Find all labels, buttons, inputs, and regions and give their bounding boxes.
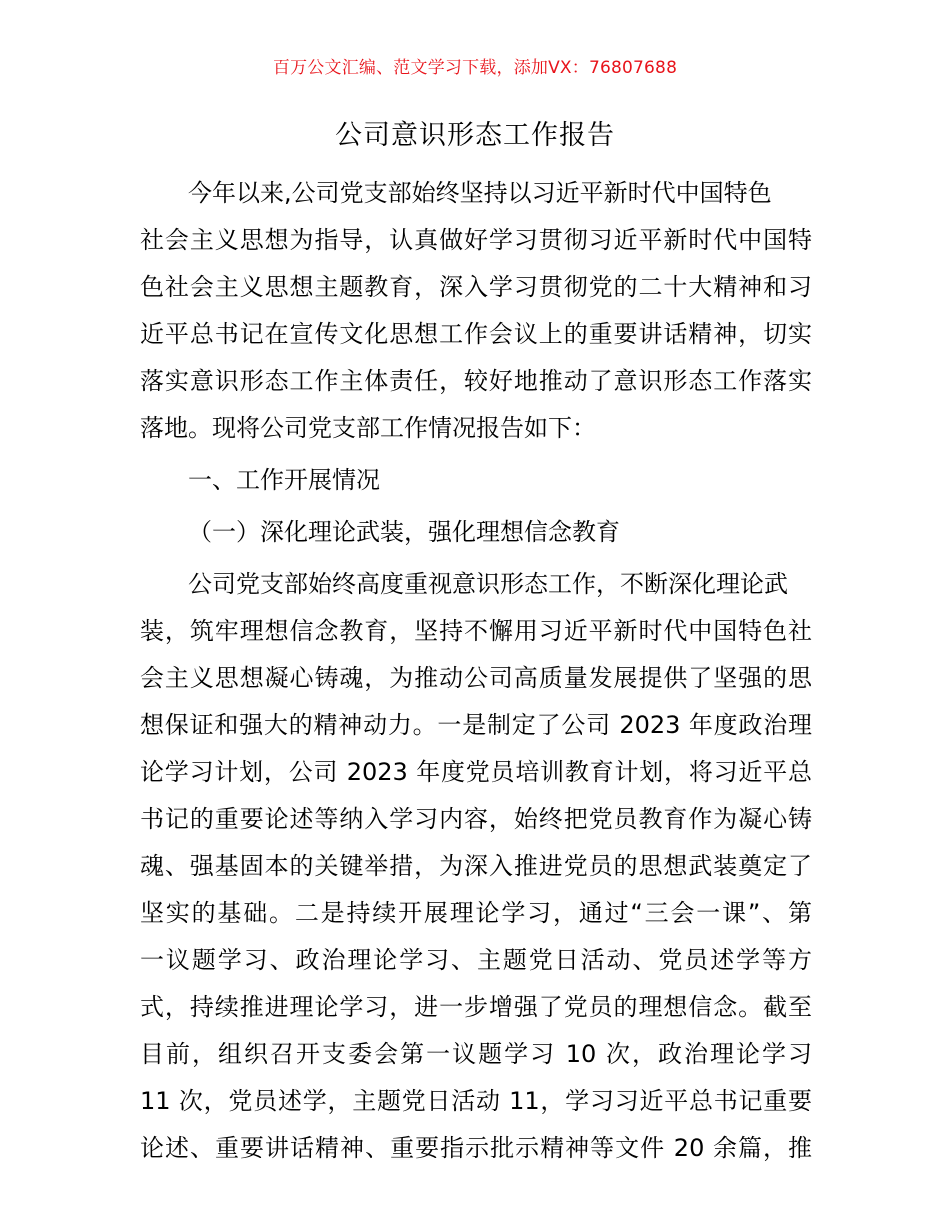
- paragraph-line: 色社会主义思想主题教育，深入学习贯彻党的二十大精神和习: [140, 273, 812, 301]
- paragraph-line: 式，持续推进理论学习，进一步增强了党员的理想信念。截至: [140, 993, 812, 1021]
- subsection-heading: （一）深化理论武装，强化理想信念教育: [188, 518, 620, 546]
- watermark-header: 百万公文汇编、范文学习下载，添加VX：76807688: [272, 58, 678, 78]
- document-title: 公司意识形态工作报告: [335, 120, 615, 151]
- paragraph-line: 落实意识形态工作主体责任，较好地推动了意识形态工作落实: [140, 367, 812, 395]
- paragraph-line: 近平总书记在宣传文化思想工作会议上的重要讲话精神，切实: [140, 320, 812, 348]
- paragraph-line: 书记的重要论述等纳入学习内容，始终把党员教育作为凝心铸: [140, 805, 812, 833]
- paragraph-line: 想保证和强大的精神动力。一是制定了公司 2023 年度政治理: [140, 711, 812, 739]
- section-heading: 一、工作开展情况: [188, 466, 380, 494]
- paragraph-line: 11 次，党员述学，主题党日活动 11，学习习近平总书记重要: [140, 1087, 812, 1115]
- paragraph-line: 装，筑牢理想信念教育，坚持不懈用习近平新时代中国特色社: [140, 617, 812, 645]
- document-body: [140, 170, 812, 1172]
- paragraph-line: 魂、强基固本的关键举措，为深入推进党员的思想武装奠定了: [140, 852, 812, 880]
- paragraph-line: 会主义思想凝心铸魂，为推动公司高质量发展提供了坚强的思: [140, 664, 812, 692]
- paragraph-line: 一议题学习、政治理论学习、主题党日活动、党员述学等方: [140, 946, 812, 974]
- paragraph-line: 论述、重要讲话精神、重要指示批示精神等文件 20 余篇，推: [140, 1134, 812, 1162]
- paragraph-line: 目前，组织召开支委会第一议题学习 10 次，政治理论学习: [140, 1040, 812, 1068]
- paragraph-line: 社会主义思想为指导，认真做好学习贯彻习近平新时代中国特: [140, 226, 812, 254]
- paragraph-line: 公司党支部始终高度重视意识形态工作，不断深化理论武: [188, 570, 788, 598]
- paragraph-line: 今年以来,公司党支部始终坚持以习近平新时代中国特色: [188, 179, 772, 207]
- paragraph-line: 落地。现将公司党支部工作情况报告如下：: [140, 414, 596, 442]
- paragraph-line: 论学习计划，公司 2023 年度党员培训教育计划，将习近平总: [140, 758, 812, 786]
- paragraph-line: 坚实的基础。二是持续开展理论学习，通过“三会一课”、第: [140, 899, 812, 927]
